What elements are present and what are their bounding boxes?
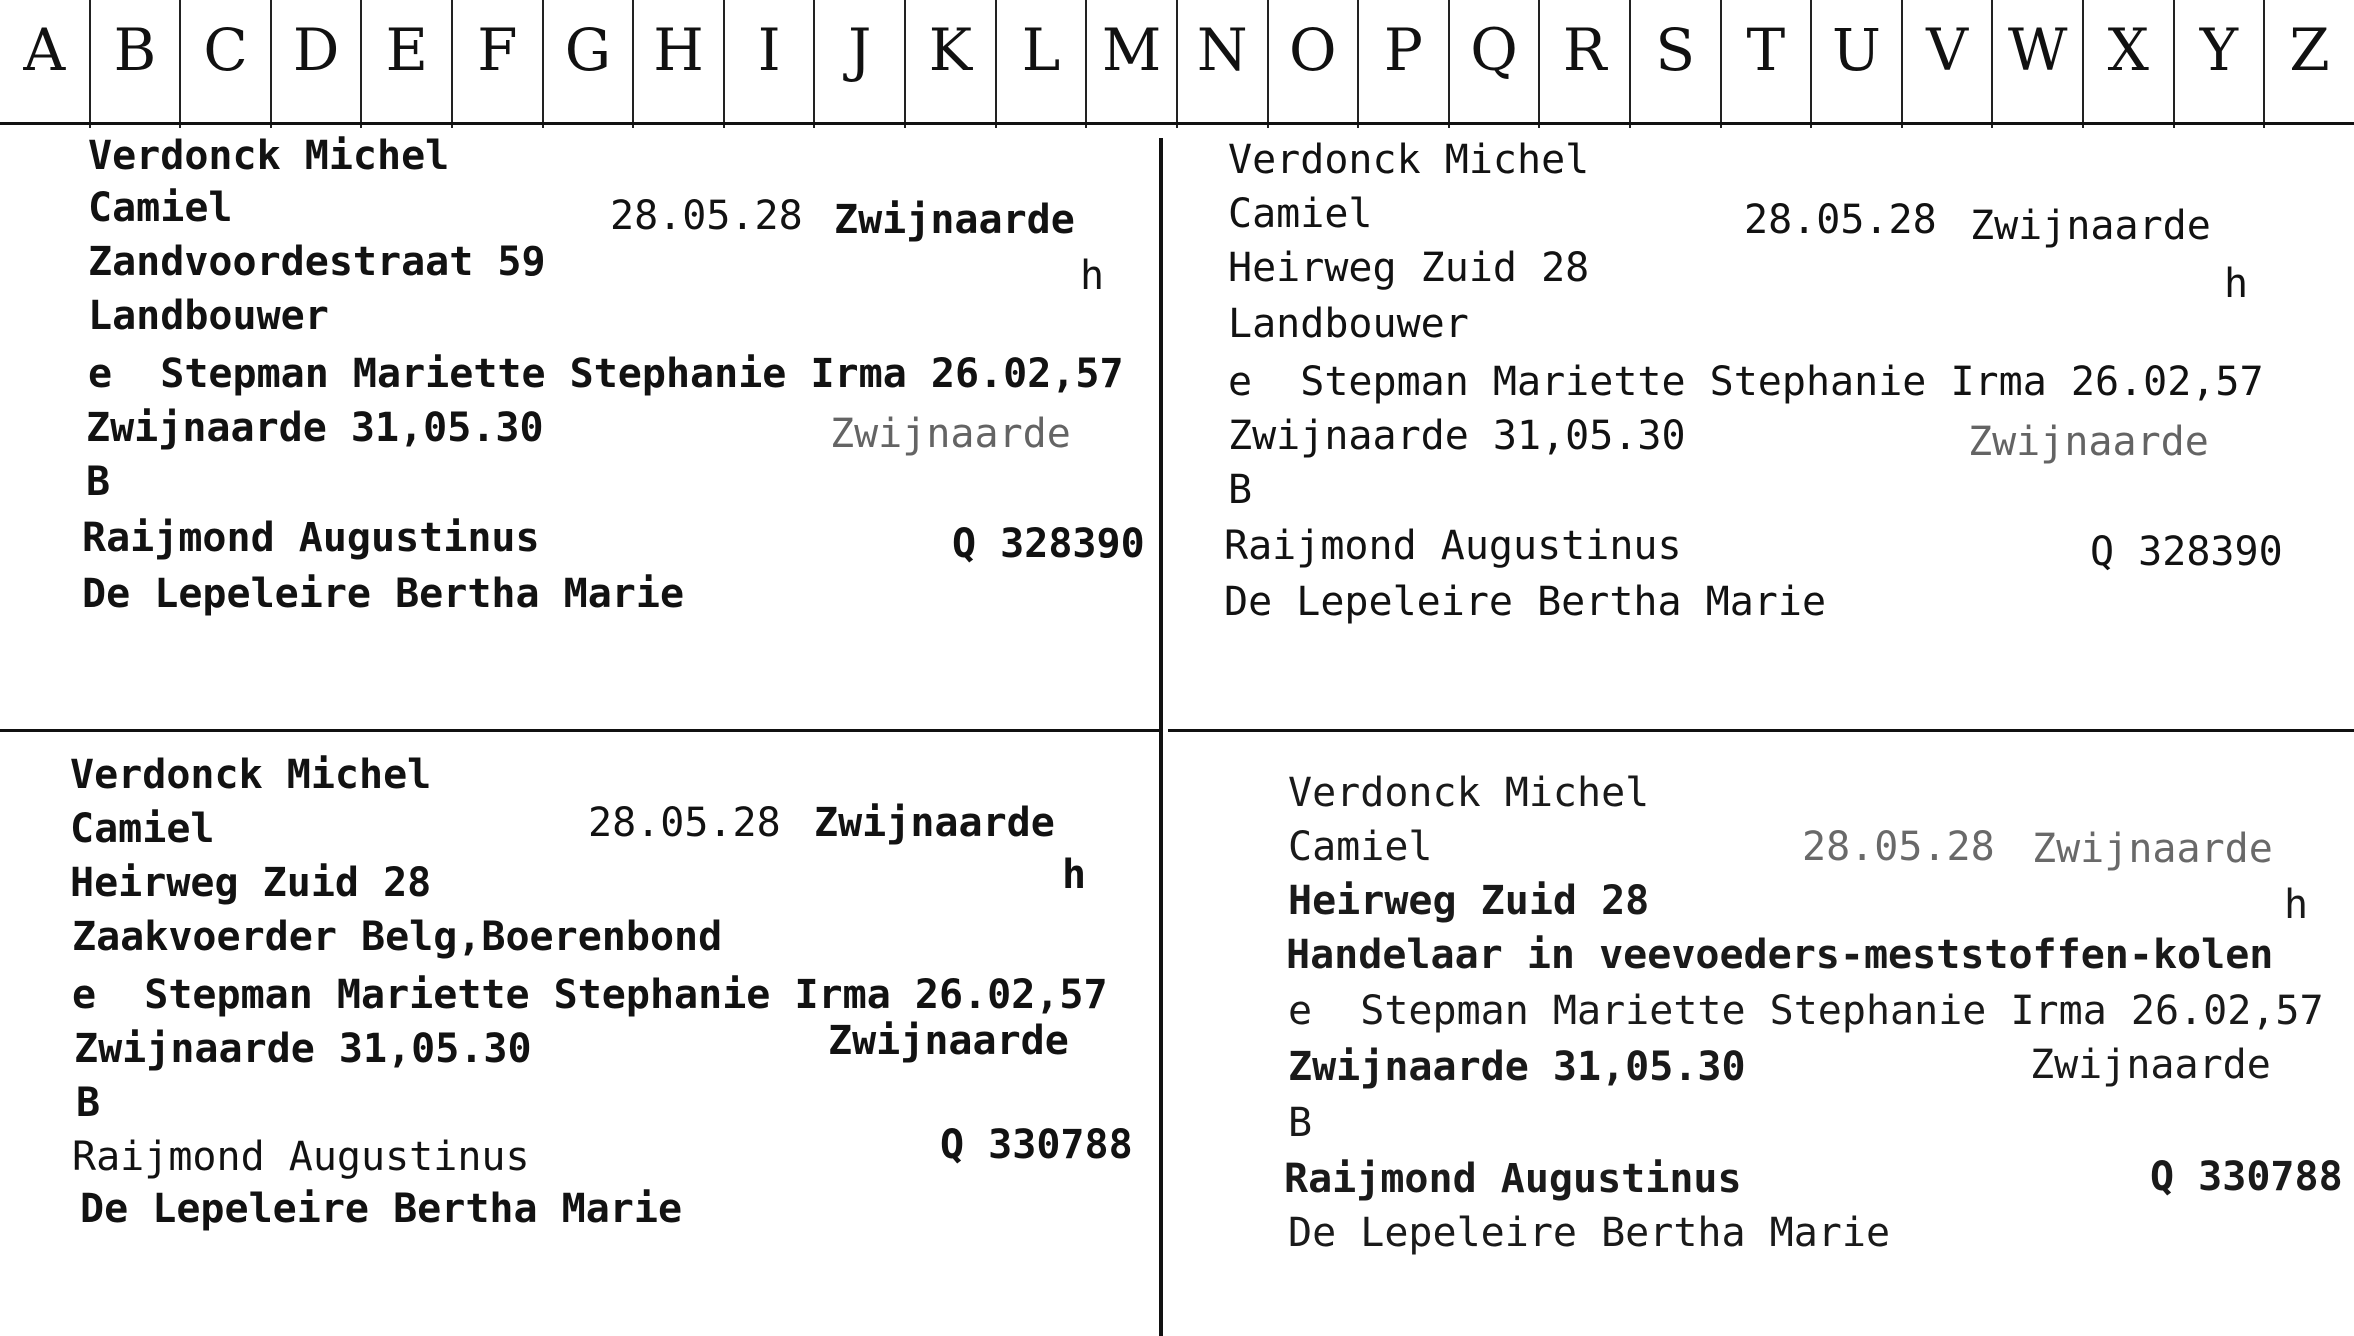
card-middle-name: Camiel: [70, 806, 215, 852]
alphabet-tab[interactable]: [1359, 0, 1450, 128]
alphabet-letter: B: [113, 16, 157, 84]
alphabet-tab[interactable]: [453, 0, 544, 128]
card-birth-place: Zwijnaarde: [814, 800, 1055, 846]
card-code: B: [1228, 467, 1253, 513]
alphabet-tab[interactable]: [1540, 0, 1631, 128]
alphabet-letter: A: [23, 16, 66, 84]
card-marker: h: [2284, 882, 2309, 928]
alphabet-letter: O: [1289, 16, 1337, 84]
alphabet-letter: Z: [2289, 16, 2330, 84]
card-spouse-birth: Zwijnaarde 31,05.30: [74, 1026, 532, 1072]
card-name: Verdonck Michel: [1288, 770, 1650, 816]
alphabet-letter: V: [1926, 16, 1969, 84]
alphabet-tab[interactable]: [1993, 0, 2084, 128]
alphabet-letter: T: [1746, 16, 1786, 84]
alphabet-letter: L: [1021, 16, 1061, 84]
record-card: [1282, 765, 2347, 1325]
card-spouse: e Stepman Mariette Stephanie Irma 26.02,57: [72, 972, 1108, 1018]
alphabet-letter: Q: [1470, 16, 1518, 84]
record-card: [82, 128, 1157, 723]
card-marker: h: [2224, 261, 2249, 307]
alphabet-tab[interactable]: [1178, 0, 1269, 128]
card-birth-date: 28.05.28: [610, 193, 803, 239]
alphabet-letter: P: [1383, 16, 1423, 84]
alphabet-tab[interactable]: [725, 0, 816, 128]
card-birth-date: 28.05.28: [1802, 824, 1995, 870]
alphabet-letter: Y: [2199, 16, 2239, 84]
card-middle-name: Camiel: [88, 185, 233, 231]
card-occupation: Landbouwer: [1228, 301, 1469, 347]
alphabet-letter: E: [385, 16, 428, 84]
card-birth-place: Zwijnaarde: [834, 197, 1075, 243]
card-code: B: [86, 459, 111, 505]
alphabet-tab[interactable]: [2265, 0, 2354, 128]
card-mother: De Lepeleire Bertha Marie: [1224, 579, 1827, 625]
card-spouse-place: Zwijnaarde: [828, 1018, 1069, 1064]
alphabet-index: [0, 0, 2354, 128]
alphabet-letter: H: [653, 16, 704, 84]
card-birth-date: 28.05.28: [588, 800, 781, 846]
alphabet-tab[interactable]: [2084, 0, 2175, 128]
card-column-divider: [1159, 138, 1163, 1336]
card-father: Raijmond Augustinus: [82, 515, 540, 561]
alphabet-tab[interactable]: [362, 0, 453, 128]
card-middle-name: Camiel: [1288, 824, 1433, 870]
alphabet-tab[interactable]: [1087, 0, 1178, 128]
card-mother: De Lepeleire Bertha Marie: [82, 571, 685, 617]
alphabet-tab[interactable]: [0, 0, 91, 128]
alphabet-tab[interactable]: [91, 0, 182, 128]
alphabet-letter: F: [477, 16, 518, 84]
alphabet-tab[interactable]: [1722, 0, 1813, 128]
alphabet-letter: J: [848, 16, 872, 84]
card-mother: De Lepeleire Bertha Marie: [1288, 1210, 1891, 1256]
alphabet-tab[interactable]: [1450, 0, 1541, 128]
card-occupation: Landbouwer: [88, 293, 329, 339]
index-divider: [0, 122, 2354, 125]
card-spouse: e Stepman Mariette Stephanie Irma 26.02,57: [1288, 988, 2324, 1034]
card-number: Q 328390: [952, 521, 1145, 567]
card-row-divider: [0, 729, 1159, 732]
alphabet-tab[interactable]: [2175, 0, 2266, 128]
card-father: Raijmond Augustinus: [72, 1134, 530, 1180]
card-name: Verdonck Michel: [1228, 137, 1590, 183]
alphabet-tab[interactable]: [1269, 0, 1360, 128]
alphabet-letter: W: [2007, 16, 2068, 84]
card-code: B: [76, 1080, 101, 1126]
card-middle-name: Camiel: [1228, 191, 1373, 237]
alphabet-tab[interactable]: [1903, 0, 1994, 128]
card-number: Q 328390: [2090, 529, 2283, 575]
card-occupation: Handelaar in veevoeders-meststoffen-kolen: [1286, 932, 2274, 978]
card-birth-date: 28.05.28: [1744, 197, 1937, 243]
card-spouse-birth: Zwijnaarde 31,05.30: [1228, 413, 1686, 459]
alphabet-tab[interactable]: [815, 0, 906, 128]
card-spouse-birth: Zwijnaarde 31,05.30: [1288, 1044, 1746, 1090]
card-number: Q 330788: [940, 1122, 1133, 1168]
record-card: [66, 745, 1156, 1325]
alphabet-letter: D: [292, 16, 340, 84]
card-father: Raijmond Augustinus: [1284, 1156, 1742, 1202]
alphabet-tab[interactable]: [997, 0, 1088, 128]
card-spouse: e Stepman Mariette Stephanie Irma 26.02,57: [1228, 359, 2264, 405]
card-occupation: Zaakvoerder Belg,Boerenbond: [72, 914, 723, 960]
alphabet-letter: R: [1562, 16, 1607, 84]
card-spouse-place: Zwijnaarde: [1968, 419, 2209, 465]
card-father: Raijmond Augustinus: [1224, 523, 1682, 569]
card-birth-place: Zwijnaarde: [1970, 203, 2211, 249]
card-address: Heirweg Zuid 28: [1228, 245, 1590, 291]
card-name: Verdonck Michel: [88, 133, 450, 179]
card-spouse-place: Zwijnaarde: [2030, 1042, 2271, 1088]
alphabet-letter: K: [928, 16, 973, 84]
alphabet-letter: G: [564, 16, 612, 84]
card-marker: h: [1080, 253, 1105, 299]
card-spouse-place: Zwijnaarde: [830, 411, 1071, 457]
card-address: Heirweg Zuid 28: [1288, 878, 1650, 924]
alphabet-tab[interactable]: [634, 0, 725, 128]
card-address: Zandvoordestraat 59: [88, 239, 546, 285]
card-code: B: [1288, 1100, 1313, 1146]
card-number: Q 330788: [2150, 1154, 2343, 1200]
alphabet-letter: M: [1101, 16, 1162, 84]
alphabet-tab[interactable]: [906, 0, 997, 128]
alphabet-letter: X: [2107, 16, 2149, 84]
alphabet-tab[interactable]: [1812, 0, 1903, 128]
alphabet-letter: S: [1655, 16, 1696, 84]
card-address: Heirweg Zuid 28: [70, 860, 432, 906]
card-mother: De Lepeleire Bertha Marie: [80, 1186, 683, 1232]
card-marker: h: [1062, 852, 1087, 898]
alphabet-letter: U: [1832, 16, 1881, 84]
alphabet-letter: C: [203, 16, 248, 84]
alphabet-tab[interactable]: [1631, 0, 1722, 128]
card-birth-place: Zwijnaarde: [2032, 826, 2273, 872]
card-row-divider: [1168, 729, 2354, 732]
alphabet-tab[interactable]: [544, 0, 635, 128]
card-spouse-birth: Zwijnaarde 31,05.30: [86, 405, 544, 451]
card-name: Verdonck Michel: [70, 752, 432, 798]
record-card: [1222, 132, 2342, 727]
alphabet-letter: N: [1196, 16, 1248, 84]
alphabet-tab[interactable]: [181, 0, 272, 128]
alphabet-letter: I: [757, 16, 781, 84]
alphabet-tab[interactable]: [272, 0, 363, 128]
card-spouse: e Stepman Mariette Stephanie Irma 26.02,57: [88, 351, 1124, 397]
